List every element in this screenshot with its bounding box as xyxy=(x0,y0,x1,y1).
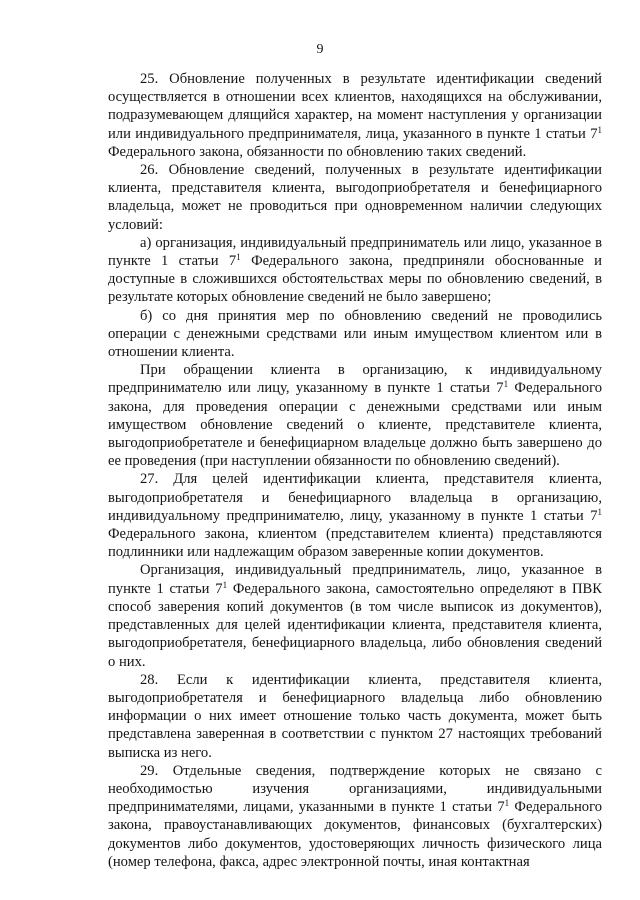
paragraph-27-cont: Организация, индивидуальный предприниматель, лицо, указанное в пункте 1 статьи $7^1$ Федерального закона, самостоятельно определяют в ПВК способ заверения копий документов (в том числе выписок из документов), представленных для целей идентификации клиента, представителя клиента, выгодоприобретателя, бенефициарного владельца, либо обновления сведений о них. xyxy=(108,562,602,670)
paragraph-27: 27. Для целей идентификации клиента, представителя клиента, выгодоприобретателя и бенефициарного владельца в организацию, индивидуальному предпринимателю, лицу, указанному в пункте 1 статьи $7^1$ Федерального закона, клиентом (представителем клиента) представляются подлинники или надлежащим образом заверенные копии документов. xyxy=(108,471,602,561)
paragraph-25: 25. Обновление полученных в результате идентификации сведений осуществляется в отношении всех клиентов, находящихся на обслуживании, подразумевающем длящийся характер, на момент наступления у организации или индивидуального предпринимателя, лица, указанного в пункте 1 статьи $7^1$ Федерального закона, обязанности по обновлению таких сведений. xyxy=(108,71,602,160)
paragraph-26-b: б) со дня принятия мер по обновлению сведений не проводились операции с денежными средствами или иным имуществом клиентом или в отношении клиента. xyxy=(108,307,602,361)
paragraph-26: 26. Обновление сведений, полученных в результате идентификации клиента, представителя клиента, выгодоприобретателя и бенефициарного владельца, может не проводиться при одновременном наличии следующих условий: xyxy=(108,162,602,233)
paragraph-26-note: При обращении клиента в организацию, к индивидуальному предпринимателю или лицу, указанному в пункте 1 статьи $7^1$ Федерального закона, для проведения операции с денежными средствами или иным имуществом обновление сведений о клиенте, представителе клиента, выгодоприобретателе и бенефициарном владельце должно быть завершено до ее проведения (при наступлении обязанности по обновлению сведений). xyxy=(108,362,603,470)
page-number: 9 xyxy=(316,42,324,57)
document-body xyxy=(108,70,602,871)
paragraph-28: 28. Если к идентификации клиента, представителя клиента, выгодоприобретателя и бенефициарного владельца либо обновлению информации о них имеет отношение только часть документа, может быть представлена заверенная в соответствии с пунктом 27 настоящих требований выписка из него. xyxy=(108,671,602,761)
paragraph-26-a: а) организация, индивидуальный предприниматель или лицо, указанное в пункте 1 статьи $7^1$ Федерального закона, предприняли обоснованные и доступные в сложившихся обстоятельствах меры по обновлению сведений, в результате которых обновление сведений не было завершено; xyxy=(108,234,602,306)
paragraph-29: 29. Отдельные сведения, подтверждение которых не связано с необходимостью изучения организациями, индивидуальными предпринимателями, лицами, указанными в пункте 1 статьи $7^1$ Федерального закона, правоустанавливающих документов, финансовых (бухгалтерских) документов либо документов, удостоверяющих личность физического лица (номер телефона, факса, адрес электронной почты, иная контактная xyxy=(108,762,603,870)
